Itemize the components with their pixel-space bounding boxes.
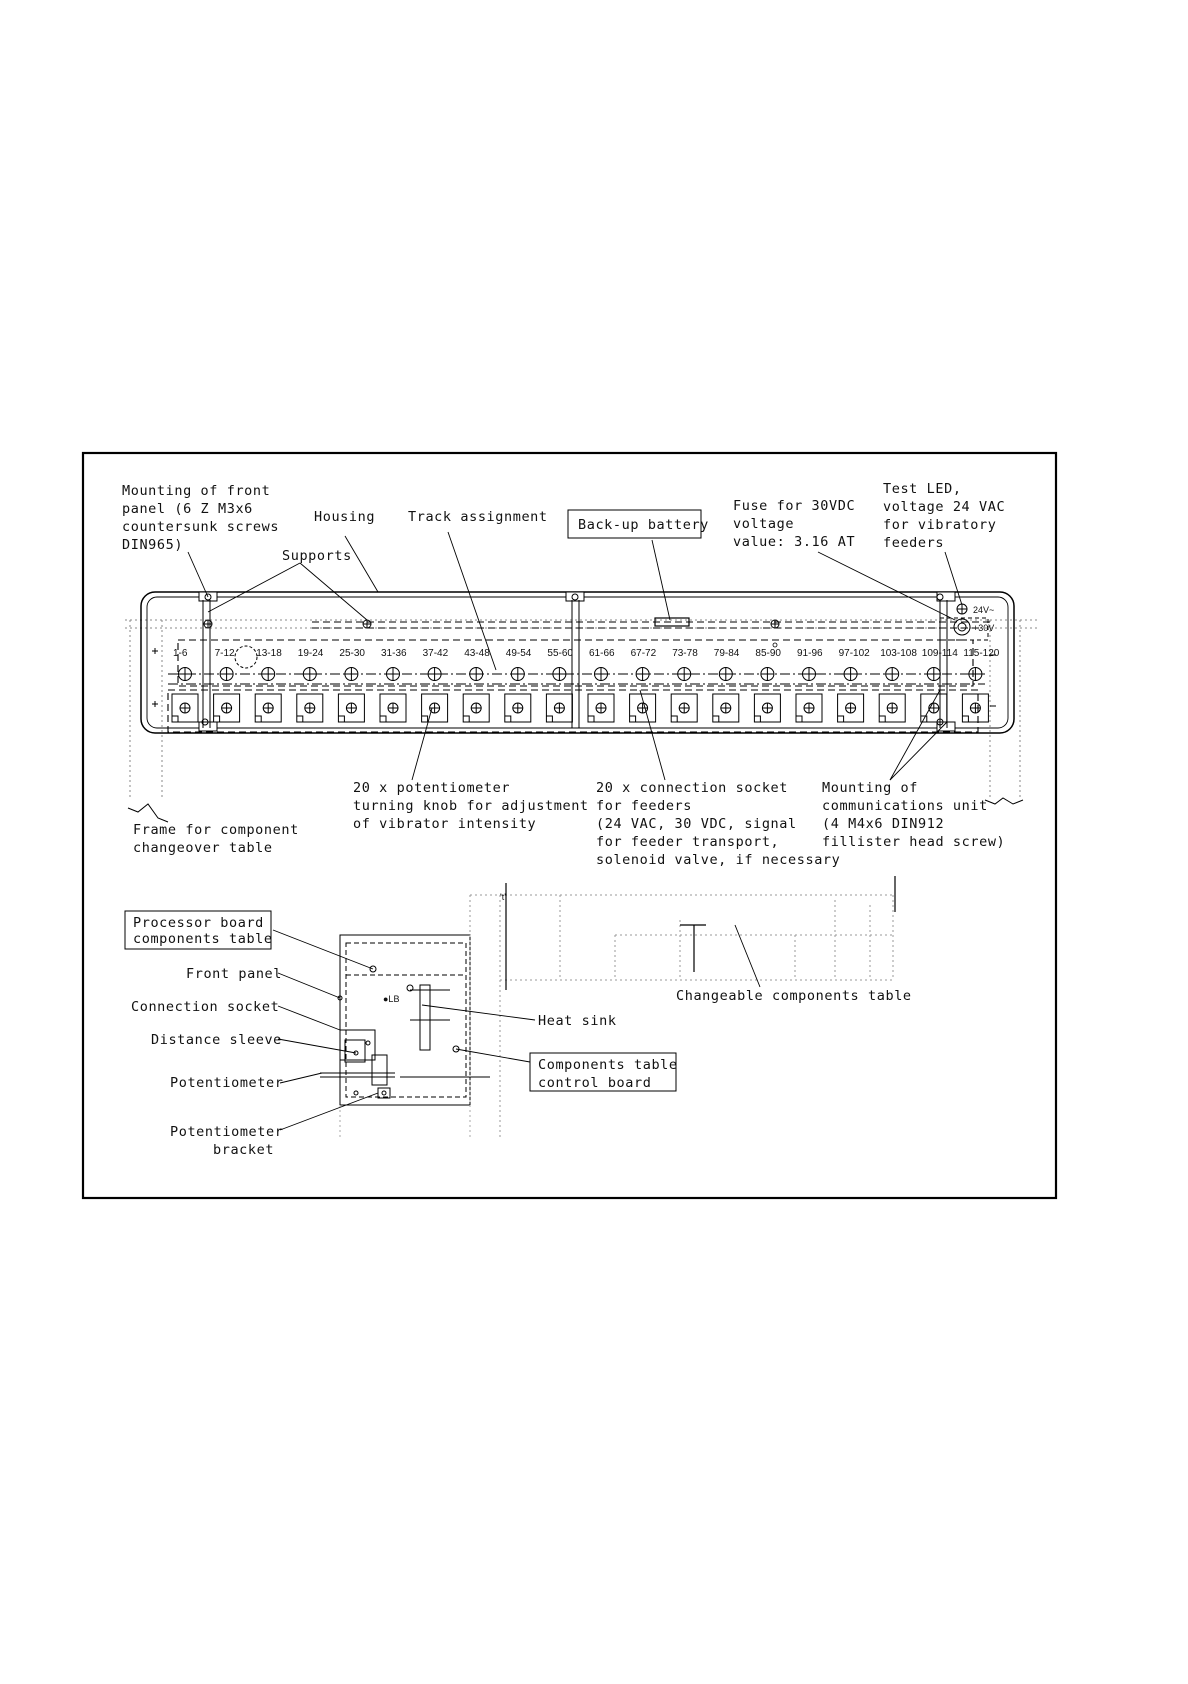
track-range-label: 103-108 [880,648,917,659]
heat-sink-marker: ●LB [383,994,400,1004]
dial-circle [235,646,257,668]
potentiometer-knob [179,668,192,681]
potentiometer-knob-label: 20 x potentiometer turning knob for adjustment of vibrator intensity [353,780,589,832]
led-30v-label: +30V [973,623,995,633]
supports-label: Supports [282,548,352,564]
connection-socket [505,694,531,722]
track-range-label: 7-12 [214,648,235,659]
track-range-label: 25-30 [339,648,365,659]
pot-bracket-label: Potentiometer bracket [170,1124,284,1158]
potentiometer-knob [511,668,524,681]
housing-label: Housing [314,509,376,525]
mounting-front-label: Mounting of front panel (6 Z M3x6 countersunk screws DIN965) [122,483,280,553]
battery-outline [655,618,689,626]
break-mark-left [128,804,168,822]
leader-lines-mid [412,690,947,780]
track-range-label: 115-120 [963,648,1000,659]
track-range-label: 109-114 [921,648,958,659]
track-range-label: 79-84 [713,648,740,659]
heat-sink-label: Heat sink [538,1013,617,1029]
potentiometer-knob [969,668,982,681]
track-range-label: 91-96 [797,648,823,659]
track-range-label: 13-18 [256,648,282,659]
potentiometer-knob [220,668,233,681]
potentiometer-knob [262,668,275,681]
track-range-label: 61-66 [589,648,615,659]
connection-socket [214,694,240,722]
potentiometer-knob [719,668,732,681]
potentiometer-knob [387,668,400,681]
distance-sleeve-label: Distance sleeve [151,1032,282,1048]
track-range-label: 37-42 [422,648,449,659]
track-range-label: 67-72 [630,648,657,659]
processor-board-label: Processor board components table [133,915,273,947]
potentiometer-knob [678,668,691,681]
connection-socket [255,694,281,722]
connection-socket [172,694,198,722]
fuse-mark [773,643,777,647]
cross-section [320,935,490,1105]
connection-socket-label: Connection socket [131,999,280,1015]
potentiometer-knob [428,668,441,681]
connection-socket [297,694,323,722]
potentiometer-knob [595,668,608,681]
mounting-comm-label: Mounting of communications unit (4 M4x6 DIN912 fillister head screw) [822,780,1006,850]
potentiometer-knob [345,668,358,681]
track-group [173,648,1000,659]
changeover-frame-outline [125,620,1040,800]
connection-sockets-label: 20 x connection socket for feeders (24 VAC, 30 VDC, signal for feeder transport, solenoid valve, if necessary [596,780,841,868]
connection-socket [422,694,448,722]
front-panel-label: Front panel [186,966,283,982]
potentiometer-knob [927,668,940,681]
track-assignment-label: Track assignment [408,509,548,525]
connection-socket [463,694,489,722]
potentiometer-knob [886,668,899,681]
track-range-label: 31-36 [381,648,407,659]
connection-socket [546,694,572,722]
potentiometer-knob [553,668,566,681]
track-range-label: 49-54 [505,648,532,659]
track-range-label: 97-102 [838,648,870,659]
potentiometer-knob [470,668,483,681]
cross-section-dotted [340,935,470,1140]
components-control-label: Components table control board [538,1057,678,1091]
changeable-table-label: Changeable components table [676,988,912,1004]
fuse-label: Fuse for 30VDC voltage value: 3.16 AT [733,498,856,550]
track-range-label: 55-60 [547,648,573,659]
table-tick-mark: 't' [500,892,506,902]
connection-socket [338,694,364,722]
frame-label: Frame for component changeover table [133,822,299,856]
connection-socket [713,694,739,722]
potentiometer-knob [844,668,857,681]
connection-socket [838,694,864,722]
track-range-label: 1-6 [173,648,188,659]
track-range-label: 19-24 [297,648,324,659]
connection-sockets [172,694,988,722]
potentiometer-knob [803,668,816,681]
connection-socket [962,694,988,722]
track-range-label: 43-48 [464,648,490,659]
potentiometer-knob [761,668,774,681]
connection-socket [380,694,406,722]
test-led-label: Test LED, voltage 24 VAC for vibratory feeders [883,481,1006,551]
led-24v-label: 24V~ [973,605,995,615]
leader-lines-bottom [273,930,535,1130]
track-range-label: 73-78 [672,648,698,659]
potentiometer-knob [636,668,649,681]
connection-socket [671,694,697,722]
table-solid-marks [506,876,895,990]
potentiometer-label: Potentiometer [170,1075,284,1091]
changeable-table-outline [470,895,895,1140]
track-range-label: 85-90 [755,648,781,659]
connection-socket [754,694,780,722]
potentiometer-knob [303,668,316,681]
connection-socket [588,694,614,722]
mounting-tabs [199,592,955,731]
connection-socket [879,694,905,722]
leader-changeable [735,925,760,987]
connection-socket [796,694,822,722]
backup-battery-label: Back-up battery [578,517,709,533]
